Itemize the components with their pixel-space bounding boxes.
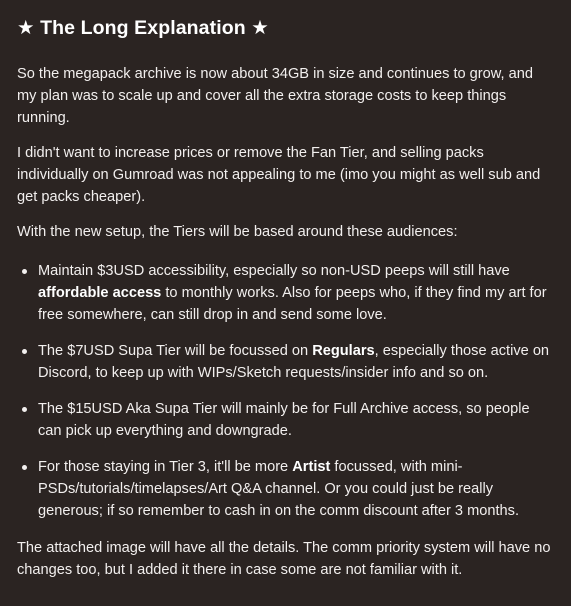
tier-list	[17, 260, 555, 522]
bullet-text: Maintain $3USD accessibility, especially so non-USD peeps will still have	[38, 263, 510, 279]
bullet-bold-text: Artist	[292, 459, 331, 475]
bullet-bold-text: affordable access	[38, 285, 162, 301]
paragraph-new-setup: With the new setup, the Tiers will be based around these audiences:	[17, 224, 458, 240]
paragraph-pricing: I didn't want to increase prices or remove the Fan Tier, and selling packs individually on Gumroad was not appealing to me (imo you might as well sub and get packs cheaper).	[17, 145, 541, 205]
list-item-tier-7usd	[17, 340, 555, 384]
list-item-tier-15usd	[17, 398, 555, 442]
bullet-text: The $7USD Supa Tier will be focussed on	[38, 343, 313, 359]
bullet-text: For those staying in Tier 3, it'll be more	[38, 459, 293, 475]
bullet-text: to monthly works. Also for peeps who, if they find my art for free somewhere, can still drop in and send some love.	[38, 285, 547, 323]
bullet-text: The $15USD Aka Supa Tier will mainly be for Full Archive access, so people can pick up everything and downgrade.	[38, 401, 530, 439]
bullet-text: focussed, with mini-PSDs/tutorials/timelapses/Art Q&A channel. Or you could just be really generous; if so remember to cash in on the comm discount after 3 months.	[38, 459, 520, 519]
post-title: ★ The Long Explanation ★	[17, 17, 269, 39]
bullet-text: , especially those active on Discord, to keep up with WIPs/Sketch requests/insider info and so on.	[38, 343, 550, 381]
list-item-tier-3	[17, 456, 555, 522]
list-item-tier-3usd	[17, 260, 555, 326]
bullet-bold-text: Regulars	[312, 343, 375, 359]
paragraph-archive-size: So the megapack archive is now about 34GB in size and continues to grow, and my plan was to scale up and cover all the extra storage costs to keep things running.	[17, 66, 533, 126]
paragraph-closing: The attached image will have all the details. The comm priority system will have no changes too, but I added it there in case some are not familiar with it.	[17, 540, 551, 578]
post-body	[17, 14, 555, 594]
